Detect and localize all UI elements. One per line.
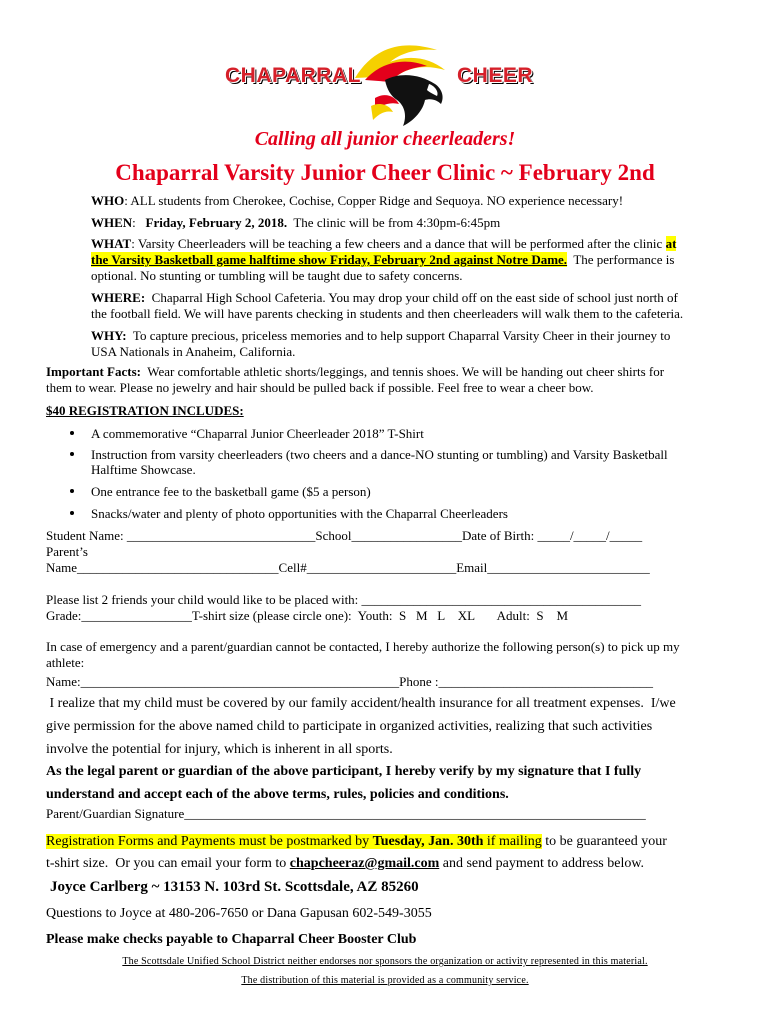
why-block: [91, 328, 741, 360]
what-highlight-2: the Varsity Basketball game halftime show Friday, February 2nd against Notre Dame.: [91, 252, 568, 267]
include-item: Snacks/water and plenty of photo opportunities with the Chaparral Cheerleaders: [91, 506, 508, 521]
bullet-icon: [70, 511, 74, 515]
logo-word-left: CHAPARRAL: [225, 64, 361, 87]
grade-line[interactable]: Grade:_________________T-shirt size (please circle one): Youth: S M L XL Adult: S M: [46, 608, 569, 623]
bullet-icon: [70, 489, 74, 493]
what-block: [91, 236, 731, 284]
insurance-line3: involve the potential for injury, which is inherent in all sports.: [46, 742, 393, 757]
verify-line2: understand and accept each of the above terms, rules, policies and conditions.: [46, 787, 509, 802]
tagline: Calling all junior cheerleaders!: [254, 128, 516, 150]
friends-line[interactable]: Please list 2 friends your child would like to be placed with: ___________________________________________: [46, 592, 642, 607]
facts-block: [46, 364, 736, 396]
where-label: WHERE:: [91, 290, 146, 305]
who-text: : ALL students from Cherokee, Cochise, Copper Ridge and Sequoya. NO experience necessary!: [124, 193, 624, 208]
insurance-block: [46, 692, 736, 761]
why-label: WHY:: [91, 328, 127, 343]
signature-line[interactable]: Parent/Guardian Signature_______________________________________________________________________: [46, 806, 646, 821]
facts-label: Important Facts:: [46, 364, 141, 379]
what-text-3: optional. No stunting or tumbling will be taught due to safety concerns.: [91, 268, 463, 283]
bullet-icon: [70, 452, 74, 456]
parent-name-line[interactable]: Name_______________________________Cell#_______________________Email_________________________: [46, 560, 650, 575]
where-line1: Chaparral High School Cafeteria. You may drop your child off on the east side of school just north of: [151, 290, 678, 305]
facts-line1: Wear comfortable athletic shorts/leggings, and tennis shoes. We will be handing out cheer shirts for: [147, 364, 665, 379]
who-line: [91, 193, 623, 209]
bullet-icon: [70, 431, 74, 435]
emergency-line2: athlete:: [46, 655, 85, 670]
when-label: WHEN: [91, 215, 133, 230]
verify-line1: As the legal parent or guardian of the above participant, I hereby verify by my signature that I fully: [46, 764, 642, 779]
postmark-hl-1: Registration Forms and Payments must be postmarked by: [46, 834, 373, 849]
postmark-line2-b: and send payment to address below.: [439, 856, 645, 871]
what-highlight-1: at: [665, 236, 677, 251]
questions-line: Questions to Joyce at 480-206-7650 or Dana Gapusan 602-549-3055: [46, 906, 432, 921]
includes-heading: $40 REGISTRATION INCLUDES:: [46, 403, 244, 418]
where-block: [91, 290, 741, 322]
address-line: Joyce Carlberg ~ 13153 N. 103rd St. Scottsdale, AZ 85260: [50, 879, 419, 895]
parent-label: Parent’s: [46, 544, 88, 559]
who-label: WHO: [91, 193, 125, 208]
when-line: WHEN: Friday, February 2, 2018. The clinic will be from 4:30pm-6:45pm: [91, 215, 501, 230]
disclaimer-2: The distribution of this material is provided as a community service.: [241, 975, 529, 986]
checks-line: Please make checks payable to Chaparral Cheer Booster Club: [46, 932, 417, 947]
include-item: A commemorative “Chaparral Junior Cheerleader 2018” T-Shirt: [91, 426, 424, 441]
what-text: : Varsity Cheerleaders will be teaching a few cheers and a dance that will be performed after the clinic: [131, 236, 663, 251]
emergency-line1: In case of emergency and a parent/guardian cannot be contacted, I hereby authorize the following person(s) to pick up my: [46, 639, 680, 654]
include-item: Instruction from varsity cheerleaders (two cheers and a dance-NO stunting or tumbling) and Varsity Basketball: [91, 447, 668, 462]
postmark-line2-a: t-shirt size. Or you can email your form to: [46, 856, 290, 871]
eagle-flame-icon: [345, 40, 455, 130]
email-link[interactable]: chapcheeraz@gmail.com: [289, 856, 440, 871]
verify-block: [46, 760, 736, 806]
what-text-2: The performance is: [573, 252, 675, 267]
disclaimer-1: The Scottsdale Unified School District neither endorses nor sponsors the organization or activity represented in this material.: [122, 956, 648, 967]
include-item: One entrance fee to the basketball game ($5 a person): [91, 484, 371, 499]
postmark-tail: to be guaranteed your: [541, 834, 667, 849]
where-line2: the football field. We will have parents checking in students and then cheerleaders will walk them to the cafeteria.: [91, 306, 684, 321]
insurance-line2: give permission for the above named child to participate in organized activities, realizing that such activities: [46, 719, 653, 734]
why-line2: USA Nationals in Anaheim, California.: [91, 344, 296, 359]
logo: [225, 40, 555, 130]
why-line1: To capture precious, priceless memories and to help support Chaparral Varsity Cheer in their journey to: [132, 328, 671, 343]
when-text: The clinic will be from 4:30pm-6:45pm: [293, 215, 501, 230]
when-date: Friday, February 2, 2018.: [145, 215, 288, 230]
logo-word-right: CHEER: [457, 64, 534, 87]
include-item-cont: Halftime Showcase.: [91, 462, 196, 477]
postmark-block: [46, 831, 736, 875]
postmark-hl-2: if mailing: [483, 834, 542, 849]
facts-line2: them to wear. Please no jewelry and hair should be pulled back if possible. Feel free to wear a cheer bow.: [46, 380, 594, 395]
emergency-name-line[interactable]: Name:_________________________________________________Phone :_________________________________: [46, 674, 654, 689]
student-name-line[interactable]: Student Name: _____________________________School_________________Date of Birth: _____/_____/_____: [46, 528, 643, 543]
insurance-line1: I realize that my child must be covered by our family accident/health insurance for all treatment expenses. I/we: [46, 696, 676, 711]
postmark-date: Tuesday, Jan. 30th: [372, 834, 484, 849]
what-label: WHAT: [91, 236, 132, 251]
page-title: Chaparral Varsity Junior Cheer Clinic ~ February 2nd: [115, 160, 655, 185]
